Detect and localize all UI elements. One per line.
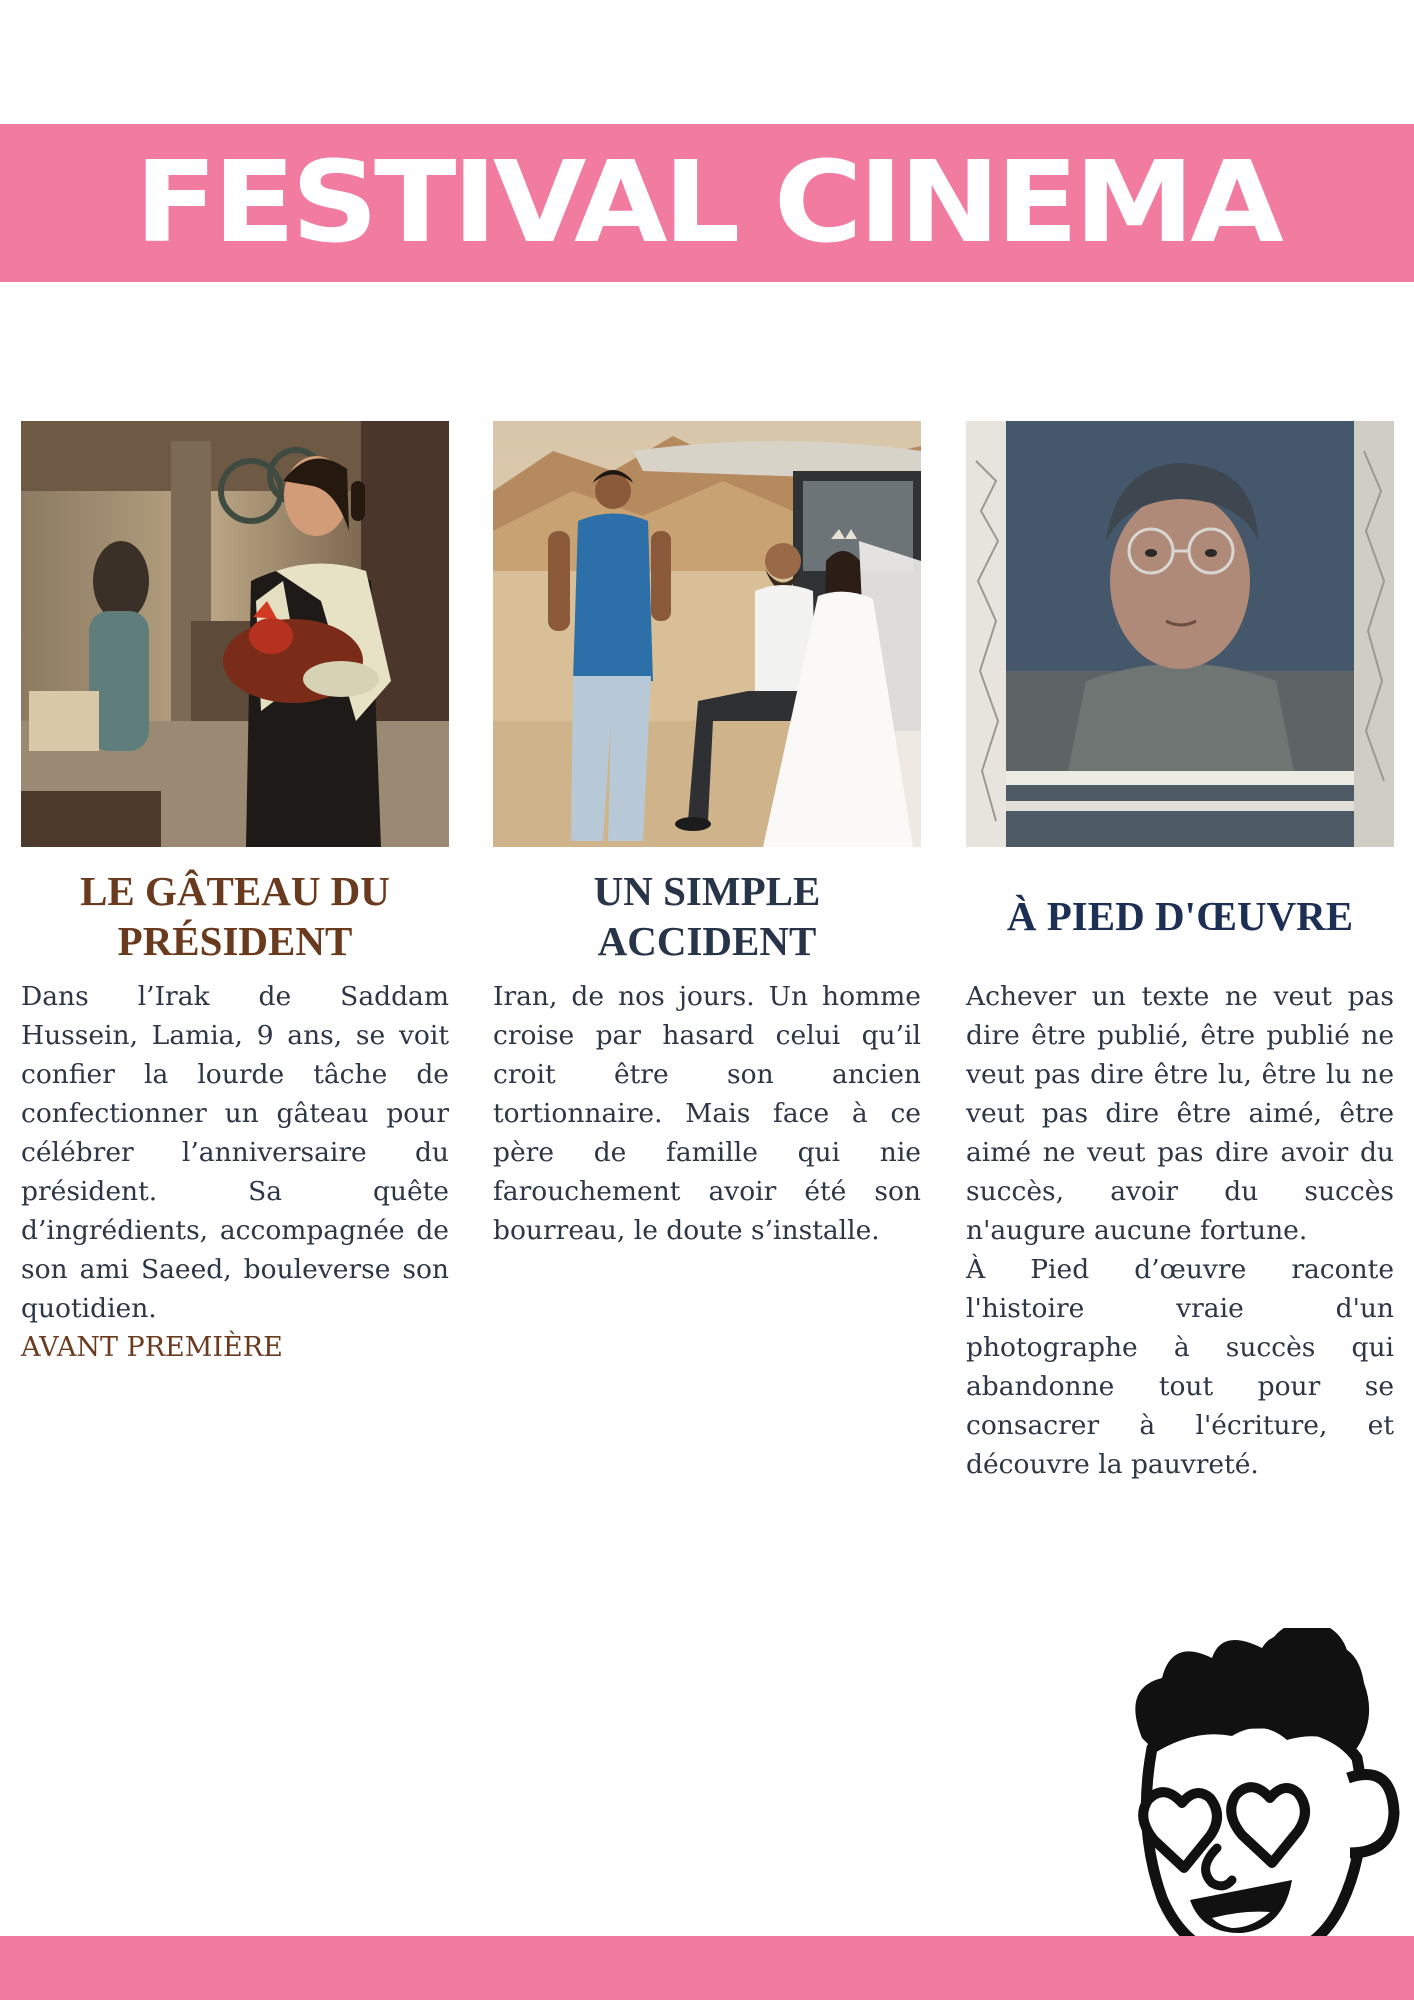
heart-eyes-face-icon [1102,1628,1402,1968]
film-synopsis [493,977,921,1250]
film-title: LE GÂTEAU DU PRÉSIDENT [80,868,390,964]
synopsis-paragraph: Achever un texte ne veut pas dire être publié, être publié ne veut pas dire être lu, être lu ne veut pas dire être aimé, être aimé ne veut pas dire avoir du succès, avoir du succès n'augure aucune fortune. [966,981,1394,1246]
film-poster-a-pied-d-oeuvre [966,421,1394,847]
film-poster-le-gateau-du-president [21,421,449,847]
desert-car-wedding-photo [493,421,921,847]
film-synopsis [966,977,1394,1484]
footer-band [0,1936,1414,2000]
synopsis-paragraph: À Pied d’œuvre raconte l'histoire vraie d'un photographe à succès qui abandonne tout pour se consacrer à l'écriture, et découvre la pauvreté. [966,1254,1394,1480]
film-card-un-simple-accident [493,421,921,1250]
header-band [0,124,1414,282]
synopsis-paragraph: Iran, de nos jours. Un homme croise par hasard celui qu’il croit être son ancien tortionnaire. Mais face à ce père de famille qui nie farouchement avoir été son bourreau, le doute s’installe. [493,981,921,1246]
man-behind-window-photo [966,421,1394,847]
film-card-le-gateau-du-president [21,421,449,1367]
avant-premiere-tag: AVANT PREMIÈRE [21,1332,283,1363]
film-title: UN SIMPLE ACCIDENT [593,868,821,964]
film-synopsis [21,977,449,1328]
page-title: FESTIVAL CINEMA [134,138,1280,268]
synopsis-paragraph: Dans l’Irak de Saddam Hussein, Lamia, 9 ans, se voit confier la lourde tâche de confectionner un gâteau pour célébrer l’anniversaire du président. Sa quête d’ingrédients, accompagnée de son ami Saeed, bouleverse son quotidien. [21,981,449,1324]
film-card-a-pied-d-oeuvre [966,421,1394,1484]
girl-with-rooster-photo [21,421,449,847]
film-poster-un-simple-accident [493,421,921,847]
film-title: À PIED D'ŒUVRE [1006,893,1354,939]
